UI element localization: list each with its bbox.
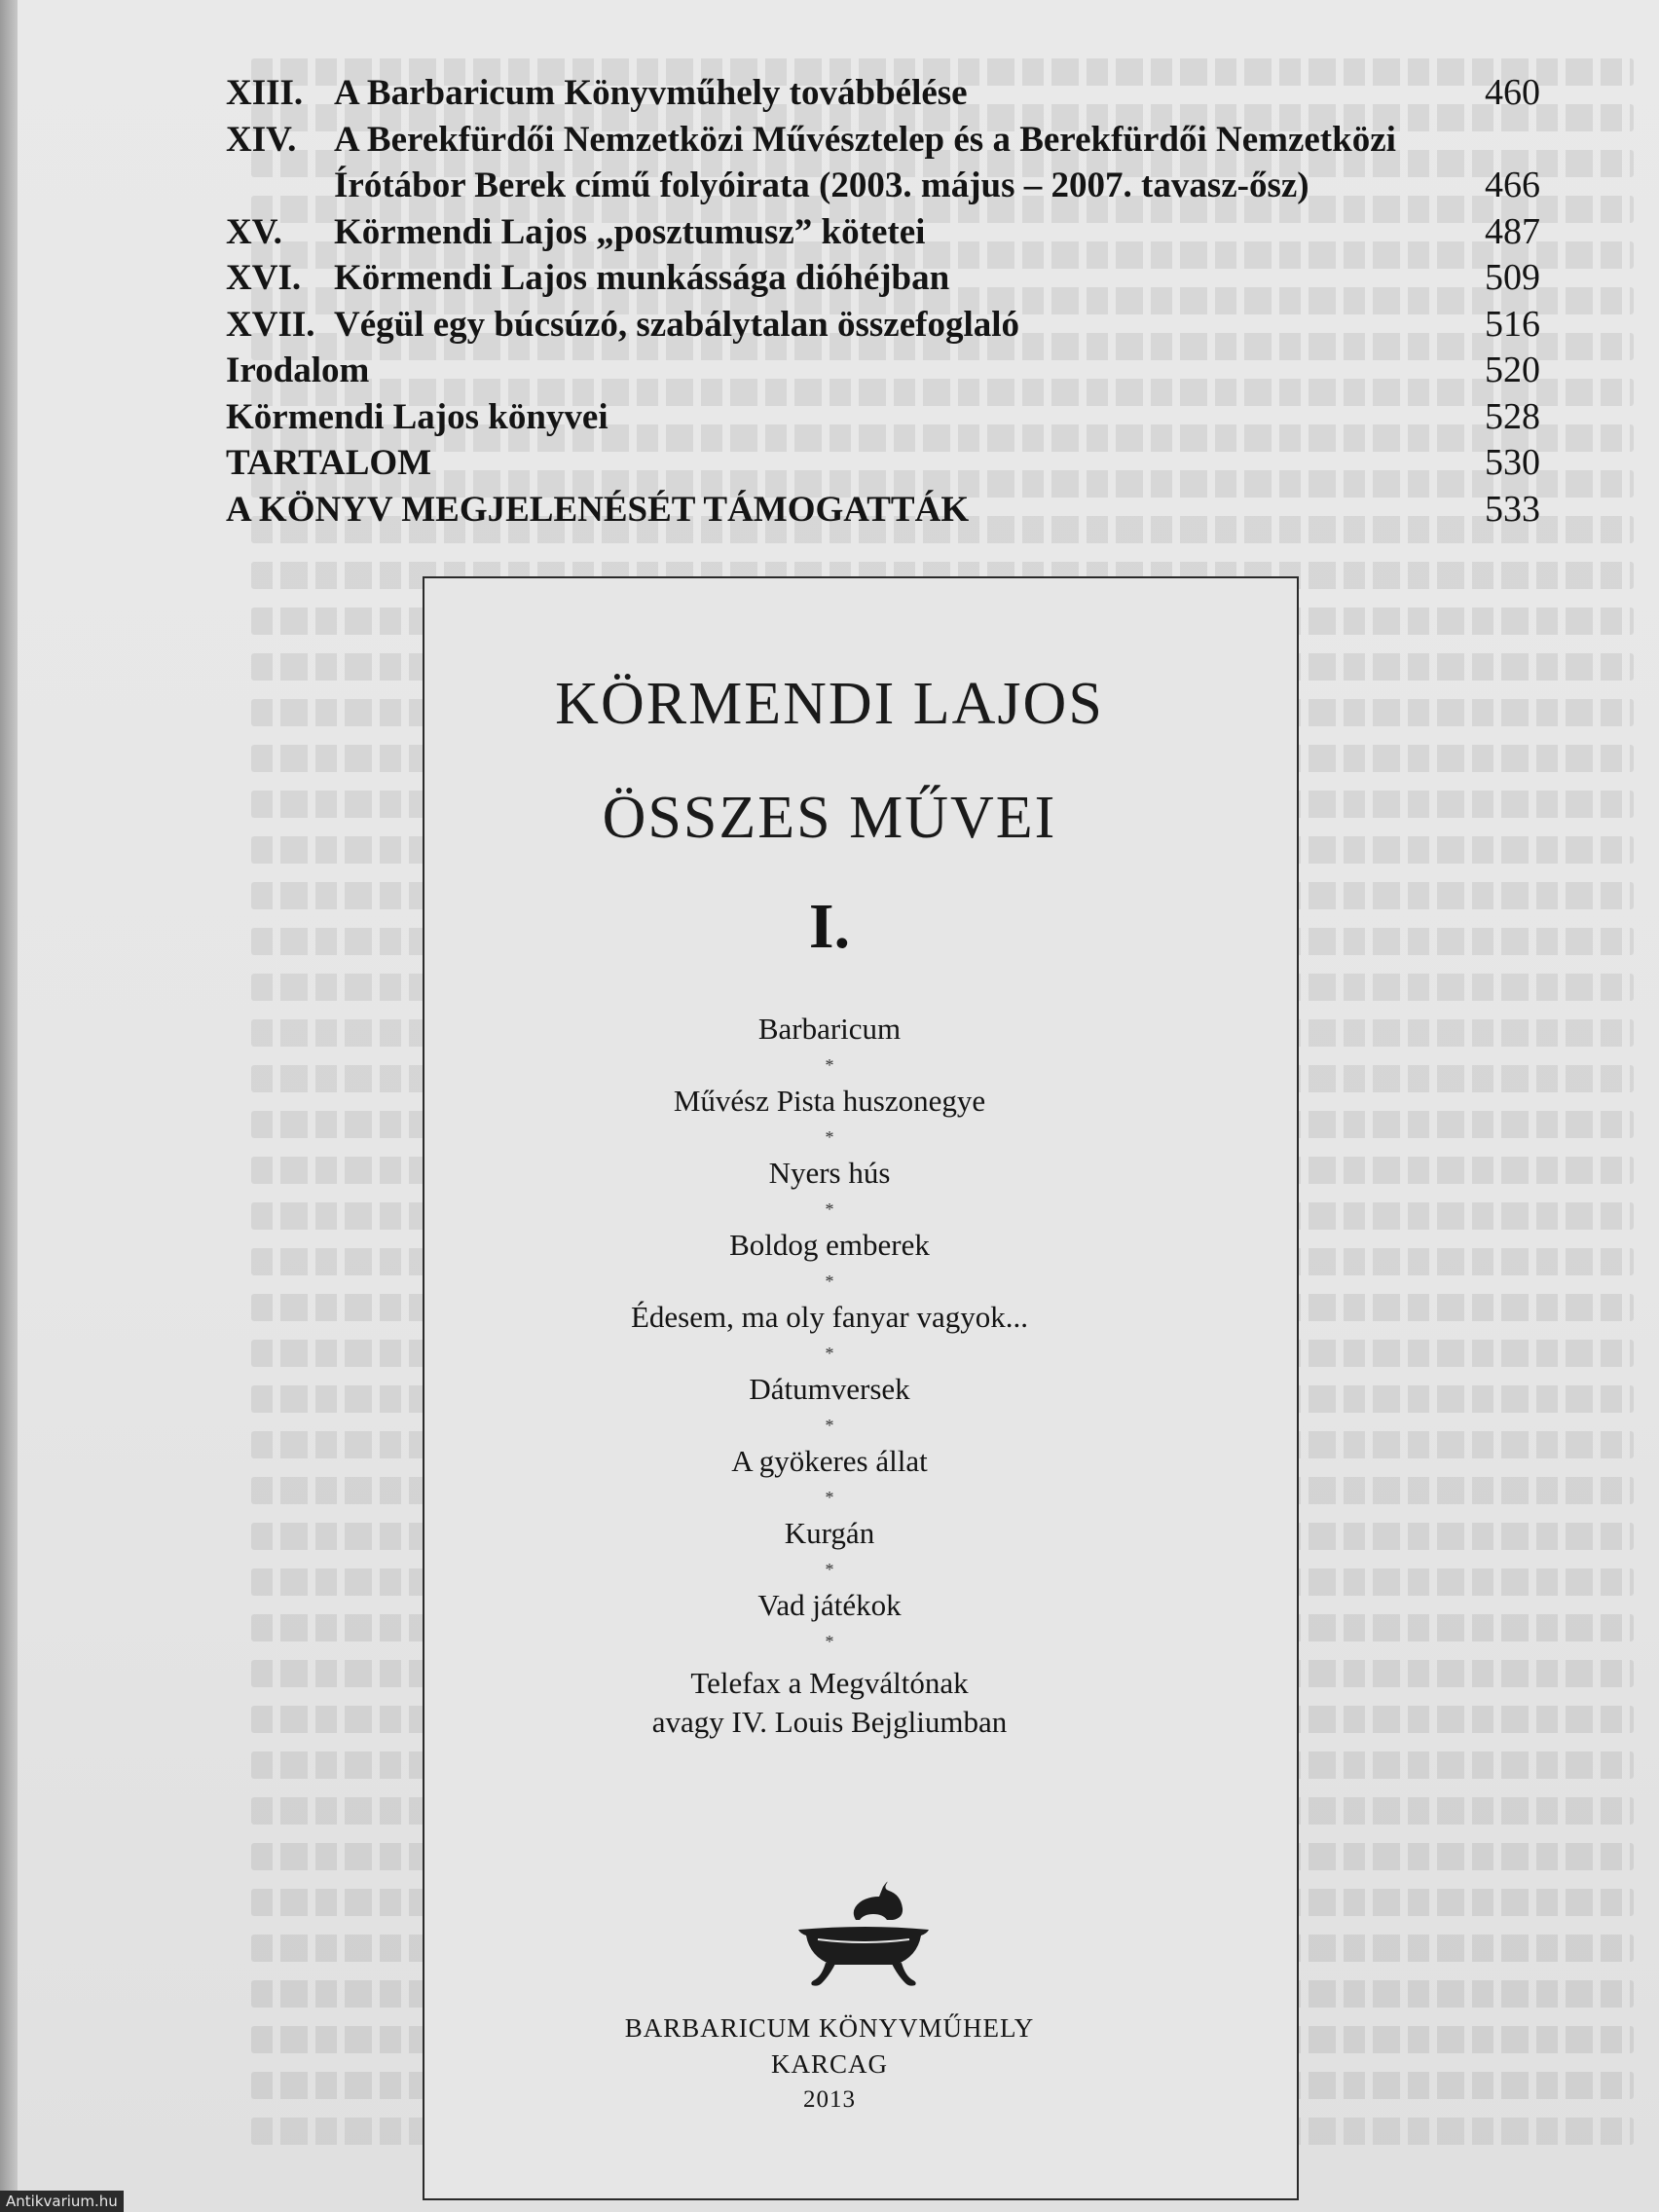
- toc-number: XIII.: [226, 73, 304, 113]
- separator-asterisk: *: [825, 1199, 834, 1219]
- work-title: Telefax a Megváltónak: [690, 1666, 969, 1700]
- work-title: Barbaricum: [757, 1012, 902, 1046]
- toc-page: 533: [1485, 488, 1540, 530]
- work-title: Dátumversek: [749, 1372, 910, 1406]
- toc-entry: [226, 209, 1540, 256]
- toc-number: XIV.: [226, 119, 297, 160]
- work-title: Édesem, ma oly fanyar vagyok...: [630, 1300, 1029, 1334]
- toc-page: 528: [1485, 395, 1540, 437]
- separator-asterisk: *: [825, 1127, 834, 1147]
- toc-title: A Berekfürdői Nemzetközi Művésztelep és a Berekfürdői Nemzetközi: [334, 119, 1396, 160]
- toc-entry: [226, 255, 1540, 302]
- publisher-city: KARCAG: [770, 2049, 888, 2079]
- publication-year: 2013: [803, 2086, 856, 2113]
- separator-asterisk: *: [825, 1055, 834, 1075]
- work-title: Kurgán: [784, 1516, 875, 1550]
- separator-asterisk: *: [825, 1416, 834, 1435]
- volume-number: I.: [808, 891, 851, 962]
- toc-title: Körmendi Lajos munkássága dióhéjban: [334, 258, 950, 298]
- toc-number: XVII.: [226, 304, 315, 345]
- publisher-name: BARBARICUM KÖNYVMŰHELY: [624, 2013, 1035, 2043]
- work-title: A gyökeres állat: [731, 1444, 928, 1478]
- toc-entry: [226, 302, 1540, 349]
- toc-number: XVI.: [226, 258, 302, 298]
- toc-entry: [226, 348, 1540, 394]
- toc-title: Körmendi Lajos könyvei: [226, 396, 608, 437]
- toc-title: Körmendi Lajos „posztumusz” kötetei: [334, 211, 926, 252]
- work-title: Nyers hús: [768, 1156, 891, 1190]
- toc-page: 509: [1485, 257, 1540, 298]
- toc-title: TARTALOM: [226, 443, 432, 483]
- separator-asterisk: *: [825, 1560, 834, 1579]
- toc-title: A Barbaricum Könyvműhely továbbélése: [334, 73, 968, 113]
- toc-title: A KÖNYV MEGJELENÉSÉT TÁMOGATTÁK: [226, 489, 970, 530]
- toc-page: 520: [1485, 350, 1540, 390]
- book-title-line2: ÖSSZES MŰVEI: [602, 785, 1057, 851]
- watermark: Antikvarium.hu: [0, 2191, 124, 2212]
- table-of-contents: [226, 70, 1540, 533]
- toc-entry: [226, 70, 1540, 117]
- toc-entry: [226, 117, 1540, 164]
- toc-entry: [226, 163, 1540, 209]
- toc-page: 516: [1485, 303, 1540, 345]
- work-title: Vad játékok: [757, 1588, 902, 1622]
- toc-page: 460: [1485, 72, 1540, 113]
- work-title: Boldog emberek: [729, 1228, 930, 1262]
- work-subtitle: avagy IV. Louis Bejgliumban: [651, 1705, 1008, 1739]
- toc-page: 487: [1485, 210, 1540, 252]
- toc-page: 530: [1485, 442, 1540, 483]
- work-title: Művész Pista huszonegye: [673, 1084, 986, 1118]
- bathtub-logo-icon: [791, 1879, 937, 2001]
- toc-title: Végül egy búcsúzó, szabálytalan összefoglaló: [334, 304, 1020, 345]
- toc-entry: [226, 440, 1540, 487]
- toc-number: XV.: [226, 211, 282, 252]
- toc-entry: [226, 487, 1540, 534]
- separator-asterisk: *: [825, 1488, 834, 1507]
- separator-asterisk: *: [825, 1344, 834, 1363]
- separator-asterisk: *: [825, 1272, 834, 1291]
- toc-entry: [226, 394, 1540, 441]
- book-title-line1: KÖRMENDI LAJOS: [555, 671, 1104, 737]
- toc-page: 466: [1485, 165, 1540, 205]
- toc-title: Irodalom: [226, 350, 370, 390]
- separator-asterisk: *: [825, 1632, 834, 1651]
- toc-title: Írótábor Berek című folyóirata (2003. május – 2007. tavasz-ősz): [334, 166, 1309, 205]
- works-list: [0, 1012, 1659, 1742]
